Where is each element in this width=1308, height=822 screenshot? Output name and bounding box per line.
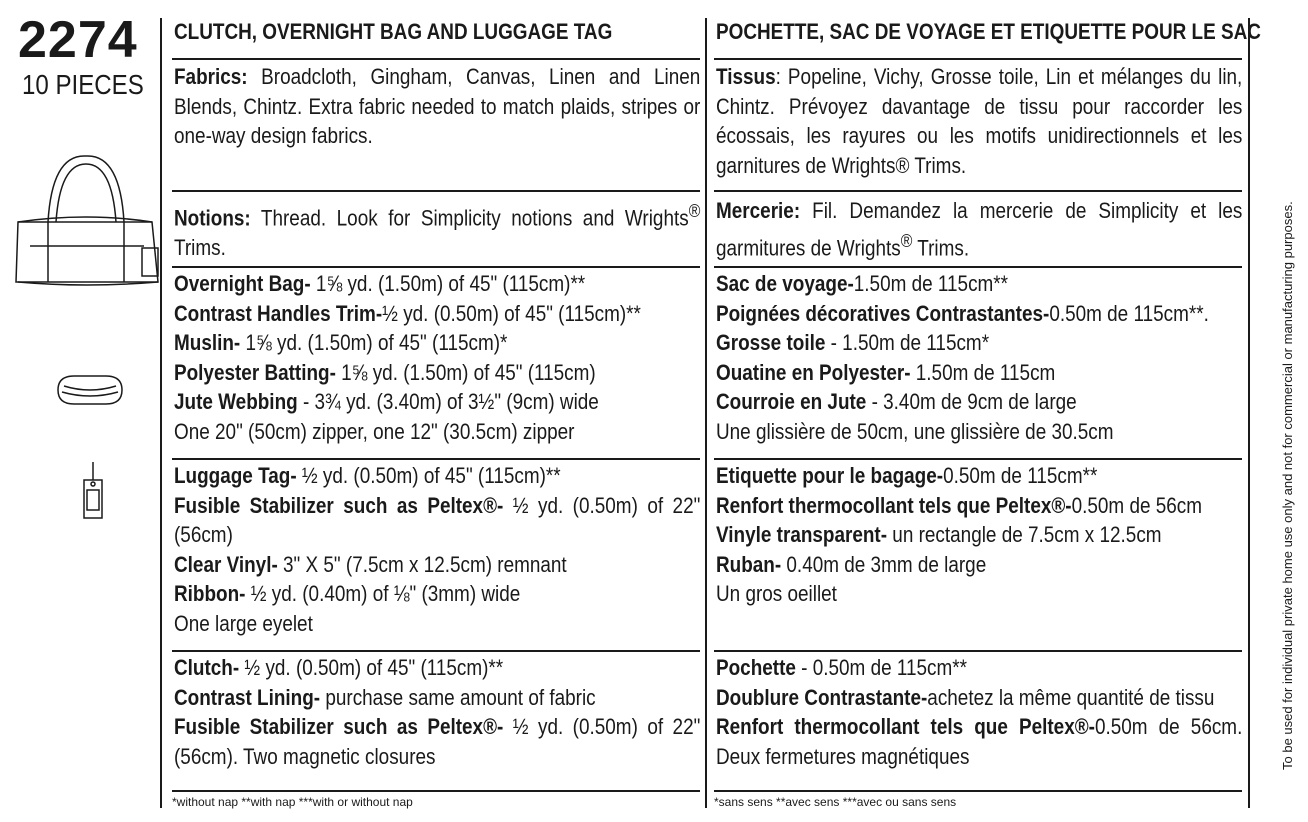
notions-end-en: Trims.	[174, 234, 226, 260]
overnight-list-en	[174, 269, 700, 446]
registered-mark-fr: ®	[900, 229, 913, 251]
list-item: Grosse toile - 1.50m de 115cm*	[716, 330, 990, 355]
rule-fr-footnote	[714, 790, 1242, 792]
list-item: Une glissière de 50cm, une glissière de 30.5cm	[716, 418, 1114, 444]
clutch-list-fr	[716, 653, 1242, 771]
fabrics-text-fr: : Popeline, Vichy, Grosse toile, Lin et mélanges du lin, Chintz. Prévoyez davantage de tissu pour raccorder les écossais, les rayures ou les motifs unidirectionnels et les garnitures de Wrights® Trims.	[716, 64, 1243, 178]
registered-mark-en: ®	[688, 200, 701, 221]
list-item: Etiquette pour le bagage-0.50m de 115cm**	[716, 463, 1098, 488]
rule-fr-title	[714, 58, 1242, 60]
fabrics-fr	[716, 62, 1242, 180]
list-item: Ouatine en Polyester- 1.50m de 115cm	[716, 359, 1056, 385]
clutch-illustration	[54, 370, 126, 410]
pieces-count: 10 PIECES	[22, 69, 144, 100]
list-item: Fusible Stabilizer such as Peltex®- ½ yd. (0.50m) of 22" (56cm). Two magnetic closures	[174, 714, 701, 769]
list-item: Clear Vinyl- 3" X 5" (7.5cm x 12.5cm) remnant	[174, 551, 567, 577]
list-item: Contrast Lining- purchase same amount of fabric	[174, 684, 596, 710]
list-item: Poignées décoratives Contrastantes-0.50m de 115cm**.	[716, 300, 1209, 326]
tag-list-en	[174, 461, 700, 638]
clutch-list-en	[174, 653, 700, 771]
list-item: One large eyelet	[174, 610, 313, 636]
list-item: Muslin- 1⅝ yd. (1.50m) of 45" (115cm)*	[174, 330, 508, 355]
footnote-fr: *sans sens **avec sens ***avec ou sans sens	[714, 795, 957, 809]
notions-text-en: Thread. Look for Simplicity notions and Wrights	[250, 205, 689, 231]
tag-list-fr	[716, 461, 1242, 609]
divider-left	[160, 18, 162, 808]
list-item: Pochette - 0.50m de 115cm**	[716, 655, 967, 680]
luggage-tag-illustration	[80, 460, 106, 522]
rule-fr-clutch	[714, 650, 1242, 652]
fabrics-label-fr: Tissus	[716, 64, 776, 89]
fabrics-label-en: Fabrics:	[174, 64, 248, 89]
list-item: Luggage Tag- ½ yd. (0.50m) of 45" (115cm)**	[174, 463, 561, 488]
overnight-bag-illustration	[12, 150, 160, 290]
fabrics-en	[174, 62, 700, 151]
list-item: Fusible Stabilizer such as Peltex®- ½ yd. (0.50m) of 22" (56cm)	[174, 492, 701, 547]
notions-label-fr: Mercerie:	[716, 198, 801, 223]
list-item: Clutch- ½ yd. (0.50m) of 45" (115cm)**	[174, 655, 504, 680]
list-item: Vinyle transparent- un rectangle de 7.5cm x 12.5cm	[716, 522, 1162, 547]
list-item: Courroie en Jute - 3.40m de 9cm de large	[716, 389, 1077, 414]
title-fr: POCHETTE, SAC DE VOYAGE ET ETIQUETTE POUR LE SAC	[716, 19, 1261, 44]
fabrics-text-en: Broadcloth, Gingham, Canvas, Linen and Linen Blends, Chintz. Extra fabric needed to match plaids, stripes or one-way design fabrics.	[174, 64, 701, 148]
list-item: Ruban- 0.40m de 3mm de large	[716, 551, 987, 577]
list-item: Renfort thermocollant tels que Peltex®-0.50m de 56cm	[716, 492, 1203, 518]
list-item: One 20" (50cm) zipper, one 12" (30.5cm) zipper	[174, 418, 575, 444]
rule-en-title	[172, 58, 700, 60]
footnote-en: *without nap **with nap ***with or without nap	[172, 795, 413, 809]
divider-center	[705, 18, 707, 808]
list-item: Overnight Bag- 1⅝ yd. (1.50m) of 45" (115cm)**	[174, 271, 586, 296]
rule-fr-tag	[714, 458, 1242, 460]
divider-right	[1248, 18, 1250, 808]
notions-fr	[716, 196, 1242, 262]
notions-text-fr: Fil. Demandez la mercerie de Simplicity et les garmitures de Wrights	[716, 198, 1243, 260]
list-item: Ribbon- ½ yd. (0.40m) of ⅛" (3mm) wide	[174, 581, 521, 606]
rule-fr-overnight	[714, 266, 1242, 268]
rule-en-clutch	[172, 650, 700, 652]
list-item: Doublure Contrastante-achetez la même quantité de tissu	[716, 684, 1215, 710]
list-item: Jute Webbing - 3¾ yd. (3.40m) of 3½" (9cm) wide	[174, 389, 599, 414]
rule-fr-notions	[714, 190, 1242, 192]
list-item: Sac de voyage-1.50m de 115cm**	[716, 271, 1009, 296]
rule-en-tag	[172, 458, 700, 460]
rule-en-footnote	[172, 790, 700, 792]
list-item: Renfort thermocollant tels que Peltex®-0.50m de 56cm. Deux fermetures magnétiques	[716, 714, 1243, 769]
list-item: Un gros oeillet	[716, 581, 837, 606]
usage-disclaimer: To be used for individual private home use only and not for commercial or manufacturing purposes.	[1280, 201, 1295, 770]
title-en: CLUTCH, OVERNIGHT BAG AND LUGGAGE TAG	[174, 19, 613, 44]
notions-end-fr: Trims.	[912, 234, 970, 260]
notions-label-en: Notions:	[174, 205, 251, 231]
list-item: Polyester Batting- 1⅝ yd. (1.50m) of 45" (115cm)	[174, 359, 596, 385]
overnight-list-fr	[716, 269, 1242, 446]
rule-en-overnight	[172, 266, 700, 268]
pattern-number: 2274	[18, 11, 138, 69]
rule-en-notions	[172, 190, 700, 192]
notions-en	[174, 196, 700, 262]
list-item: Contrast Handles Trim-½ yd. (0.50m) of 45" (115cm)**	[174, 300, 641, 326]
